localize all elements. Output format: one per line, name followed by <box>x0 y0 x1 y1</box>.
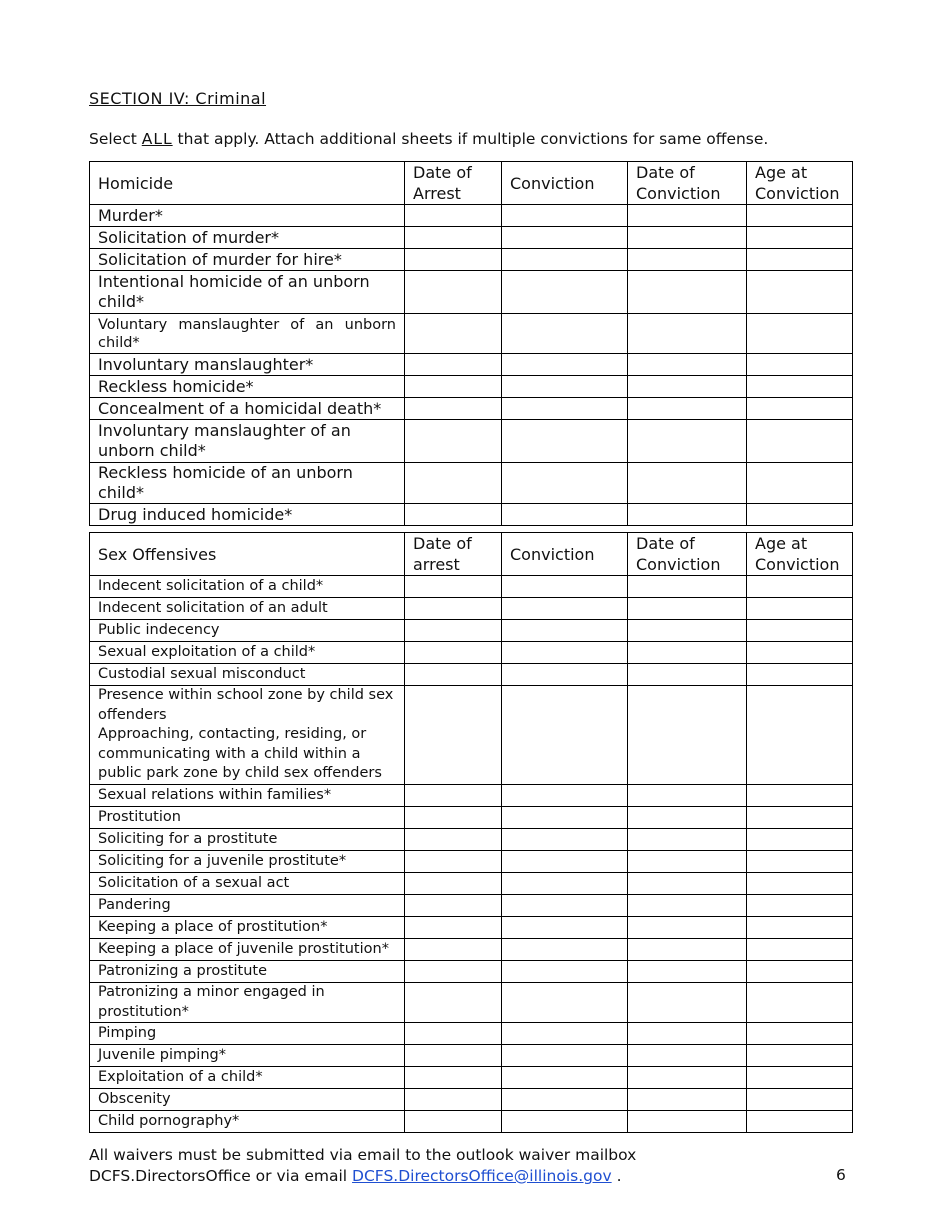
date-of-conviction-cell[interactable] <box>628 939 747 961</box>
age-at-conviction-cell[interactable] <box>747 686 853 785</box>
date-of-conviction-cell[interactable] <box>628 895 747 917</box>
offense-row <box>90 829 853 851</box>
offense-row <box>90 620 853 642</box>
offense-row <box>90 249 853 271</box>
date-of-conviction-cell[interactable] <box>628 271 747 314</box>
header-date-of-arrest: Date of Arrest <box>405 162 502 205</box>
conviction-cell[interactable] <box>502 620 628 642</box>
offense-row <box>90 227 853 249</box>
date-of-arrest-cell[interactable] <box>405 851 502 873</box>
footer-line1: All waivers must be submitted via email to the outlook waiver mailbox <box>89 1146 637 1164</box>
age-at-conviction-cell[interactable] <box>747 851 853 873</box>
date-of-arrest-cell[interactable] <box>405 1067 502 1089</box>
offense-label: Obscenity <box>90 1089 405 1111</box>
date-of-conviction-cell[interactable] <box>628 873 747 895</box>
offense-row <box>90 354 853 376</box>
date-of-arrest-cell[interactable] <box>405 961 502 983</box>
age-at-conviction-cell[interactable] <box>747 620 853 642</box>
offense-label: Child pornography* <box>90 1111 405 1133</box>
date-of-conviction-cell[interactable] <box>628 1067 747 1089</box>
offense-label: Patronizing a minor engaged in prostitution* <box>90 983 405 1023</box>
conviction-cell[interactable] <box>502 314 628 354</box>
age-at-conviction-cell[interactable] <box>747 504 853 526</box>
offense-row <box>90 917 853 939</box>
age-at-conviction-cell[interactable] <box>747 1089 853 1111</box>
date-of-conviction-cell[interactable] <box>628 463 747 504</box>
offense-label: Patronizing a prostitute <box>90 961 405 983</box>
homicide-table <box>89 161 853 526</box>
age-at-conviction-cell[interactable] <box>747 961 853 983</box>
date-of-arrest-cell[interactable] <box>405 463 502 504</box>
conviction-cell[interactable] <box>502 1111 628 1133</box>
offense-row <box>90 1045 853 1067</box>
age-at-conviction-cell[interactable] <box>747 314 853 354</box>
offense-label: Custodial sexual misconduct <box>90 664 405 686</box>
offense-label: Sexual exploitation of a child* <box>90 642 405 664</box>
offense-row <box>90 664 853 686</box>
age-at-conviction-cell[interactable] <box>747 917 853 939</box>
offense-label: Drug induced homicide* <box>90 504 405 526</box>
offense-row <box>90 1089 853 1111</box>
offense-label: Presence within school zone by child sex offenders Approaching, contacting, residing, or communicating with a child within a public park zone by child sex offenders <box>90 686 405 785</box>
offense-label: Solicitation of a sexual act <box>90 873 405 895</box>
date-of-arrest-cell[interactable] <box>405 205 502 227</box>
offense-row <box>90 376 853 398</box>
date-of-arrest-cell[interactable] <box>405 504 502 526</box>
sex-offenses-table <box>89 532 853 1133</box>
offense-row <box>90 463 853 504</box>
date-of-arrest-cell[interactable] <box>405 873 502 895</box>
header-category: Sex Offensives <box>90 533 405 576</box>
age-at-conviction-cell[interactable] <box>747 576 853 598</box>
email-link[interactable]: DCFS.DirectorsOffice@illinois.gov <box>352 1167 612 1185</box>
date-of-conviction-cell[interactable] <box>628 227 747 249</box>
date-of-conviction-cell[interactable] <box>628 205 747 227</box>
offense-row <box>90 205 853 227</box>
offense-label: Concealment of a homicidal death* <box>90 398 405 420</box>
date-of-conviction-cell[interactable] <box>628 829 747 851</box>
age-at-conviction-cell[interactable] <box>747 873 853 895</box>
conviction-cell[interactable] <box>502 576 628 598</box>
age-at-conviction-cell[interactable] <box>747 664 853 686</box>
offense-label: Solicitation of murder for hire* <box>90 249 405 271</box>
date-of-arrest-cell[interactable] <box>405 398 502 420</box>
date-of-arrest-cell[interactable] <box>405 1111 502 1133</box>
sex-header-row <box>90 533 853 576</box>
age-at-conviction-cell[interactable] <box>747 249 853 271</box>
conviction-cell[interactable] <box>502 785 628 807</box>
offense-row <box>90 961 853 983</box>
offense-label: Intentional homicide of an unborn child* <box>90 271 405 314</box>
offense-row <box>90 895 853 917</box>
footer-line2-prefix: DCFS.DirectorsOffice or via email <box>89 1167 353 1185</box>
footer-line2 <box>89 1166 636 1187</box>
date-of-arrest-cell[interactable] <box>405 939 502 961</box>
offense-row <box>90 983 853 1023</box>
conviction-cell[interactable] <box>502 686 628 785</box>
date-of-conviction-cell[interactable] <box>628 1111 747 1133</box>
conviction-cell[interactable] <box>502 642 628 664</box>
date-of-conviction-cell[interactable] <box>628 851 747 873</box>
date-of-arrest-cell[interactable] <box>405 1089 502 1111</box>
date-of-conviction-cell[interactable] <box>628 420 747 463</box>
offense-label: Sexual relations within families* <box>90 785 405 807</box>
offense-label: Indecent solicitation of a child* <box>90 576 405 598</box>
age-at-conviction-cell[interactable] <box>747 1023 853 1045</box>
date-of-arrest-cell[interactable] <box>405 664 502 686</box>
date-of-arrest-cell[interactable] <box>405 620 502 642</box>
date-of-conviction-cell[interactable] <box>628 398 747 420</box>
age-at-conviction-cell[interactable] <box>747 463 853 504</box>
date-of-conviction-cell[interactable] <box>628 576 747 598</box>
conviction-cell[interactable] <box>502 504 628 526</box>
offense-label: Soliciting for a prostitute <box>90 829 405 851</box>
offense-label: Reckless homicide* <box>90 376 405 398</box>
age-at-conviction-cell[interactable] <box>747 205 853 227</box>
date-of-conviction-cell[interactable] <box>628 598 747 620</box>
conviction-cell[interactable] <box>502 895 628 917</box>
date-of-conviction-cell[interactable] <box>628 249 747 271</box>
date-of-arrest-cell[interactable] <box>405 1045 502 1067</box>
page-number: 6 <box>836 1166 846 1184</box>
age-at-conviction-cell[interactable] <box>747 227 853 249</box>
header-date-of-conviction: Date of Conviction <box>628 533 747 576</box>
age-at-conviction-cell[interactable] <box>747 807 853 829</box>
date-of-arrest-cell[interactable] <box>405 1023 502 1045</box>
offense-label: Prostitution <box>90 807 405 829</box>
conviction-cell[interactable] <box>502 271 628 314</box>
offense-label: Public indecency <box>90 620 405 642</box>
offense-label: Voluntary manslaughter of an unborn child* <box>90 314 405 354</box>
offense-row <box>90 314 853 354</box>
date-of-conviction-cell[interactable] <box>628 354 747 376</box>
date-of-conviction-cell[interactable] <box>628 642 747 664</box>
date-of-arrest-cell[interactable] <box>405 271 502 314</box>
date-of-arrest-cell[interactable] <box>405 642 502 664</box>
date-of-conviction-cell[interactable] <box>628 1023 747 1045</box>
date-of-arrest-cell[interactable] <box>405 895 502 917</box>
offense-row <box>90 807 853 829</box>
conviction-cell[interactable] <box>502 420 628 463</box>
offense-label: Pimping <box>90 1023 405 1045</box>
age-at-conviction-cell[interactable] <box>747 829 853 851</box>
instructions-prefix: Select <box>89 130 142 148</box>
offense-row <box>90 873 853 895</box>
header-date-of-arrest: Date of arrest <box>405 533 502 576</box>
date-of-arrest-cell[interactable] <box>405 354 502 376</box>
offense-row <box>90 686 853 785</box>
date-of-arrest-cell[interactable] <box>405 576 502 598</box>
conviction-cell[interactable] <box>502 398 628 420</box>
date-of-conviction-cell[interactable] <box>628 983 747 1023</box>
date-of-arrest-cell[interactable] <box>405 314 502 354</box>
offense-label: Exploitation of a child* <box>90 1067 405 1089</box>
age-at-conviction-cell[interactable] <box>747 398 853 420</box>
conviction-cell[interactable] <box>502 1023 628 1045</box>
age-at-conviction-cell[interactable] <box>747 642 853 664</box>
conviction-cell[interactable] <box>502 961 628 983</box>
conviction-cell[interactable] <box>502 917 628 939</box>
date-of-arrest-cell[interactable] <box>405 420 502 463</box>
offense-label: Pandering <box>90 895 405 917</box>
footer-line2-suffix: . <box>611 1167 622 1185</box>
offense-row <box>90 851 853 873</box>
conviction-cell[interactable] <box>502 463 628 504</box>
date-of-arrest-cell[interactable] <box>405 227 502 249</box>
header-date-of-conviction: Date of Conviction <box>628 162 747 205</box>
age-at-conviction-cell[interactable] <box>747 354 853 376</box>
date-of-arrest-cell[interactable] <box>405 598 502 620</box>
date-of-conviction-cell[interactable] <box>628 314 747 354</box>
instructions-suffix: that apply. Attach additional sheets if multiple convictions for same offense. <box>172 130 769 148</box>
header-age-at-conviction: Age at Conviction <box>747 162 853 205</box>
conviction-cell[interactable] <box>502 376 628 398</box>
section-title: SECTION IV: Criminal <box>89 89 267 108</box>
conviction-cell[interactable] <box>502 873 628 895</box>
date-of-arrest-cell[interactable] <box>405 807 502 829</box>
header-age-at-conviction: Age at Conviction <box>747 533 853 576</box>
offense-row <box>90 271 853 314</box>
conviction-cell[interactable] <box>502 598 628 620</box>
conviction-cell[interactable] <box>502 807 628 829</box>
date-of-arrest-cell[interactable] <box>405 376 502 398</box>
date-of-arrest-cell[interactable] <box>405 983 502 1023</box>
conviction-cell[interactable] <box>502 205 628 227</box>
conviction-cell[interactable] <box>502 851 628 873</box>
age-at-conviction-cell[interactable] <box>747 983 853 1023</box>
instructions <box>89 130 768 148</box>
age-at-conviction-cell[interactable] <box>747 895 853 917</box>
offense-label: Solicitation of murder* <box>90 227 405 249</box>
offense-label: Keeping a place of juvenile prostitution* <box>90 939 405 961</box>
age-at-conviction-cell[interactable] <box>747 939 853 961</box>
date-of-conviction-cell[interactable] <box>628 1089 747 1111</box>
age-at-conviction-cell[interactable] <box>747 1067 853 1089</box>
conviction-cell[interactable] <box>502 249 628 271</box>
offense-label: Indecent solicitation of an adult <box>90 598 405 620</box>
conviction-cell[interactable] <box>502 939 628 961</box>
conviction-cell[interactable] <box>502 1089 628 1111</box>
offense-row <box>90 504 853 526</box>
age-at-conviction-cell[interactable] <box>747 598 853 620</box>
date-of-conviction-cell[interactable] <box>628 504 747 526</box>
offense-label: Soliciting for a juvenile prostitute* <box>90 851 405 873</box>
age-at-conviction-cell[interactable] <box>747 785 853 807</box>
offense-row <box>90 576 853 598</box>
offense-row <box>90 1111 853 1133</box>
date-of-conviction-cell[interactable] <box>628 807 747 829</box>
footer <box>89 1145 636 1187</box>
date-of-arrest-cell[interactable] <box>405 249 502 271</box>
offense-label: Juvenile pimping* <box>90 1045 405 1067</box>
offense-row <box>90 939 853 961</box>
date-of-conviction-cell[interactable] <box>628 917 747 939</box>
conviction-cell[interactable] <box>502 664 628 686</box>
date-of-conviction-cell[interactable] <box>628 686 747 785</box>
age-at-conviction-cell[interactable] <box>747 376 853 398</box>
offense-label: Reckless homicide of an unborn child* <box>90 463 405 504</box>
conviction-cell[interactable] <box>502 1067 628 1089</box>
offense-row <box>90 598 853 620</box>
offense-row <box>90 642 853 664</box>
age-at-conviction-cell[interactable] <box>747 1111 853 1133</box>
header-conviction: Conviction <box>502 162 628 205</box>
offense-row <box>90 420 853 463</box>
date-of-conviction-cell[interactable] <box>628 961 747 983</box>
date-of-arrest-cell[interactable] <box>405 917 502 939</box>
offense-row <box>90 398 853 420</box>
header-conviction: Conviction <box>502 533 628 576</box>
date-of-arrest-cell[interactable] <box>405 785 502 807</box>
conviction-cell[interactable] <box>502 354 628 376</box>
offense-row <box>90 785 853 807</box>
instructions-emphasis: ALL <box>141 130 173 148</box>
conviction-cell[interactable] <box>502 829 628 851</box>
offense-label: Murder* <box>90 205 405 227</box>
offense-label: Involuntary manslaughter of an unborn child* <box>90 420 405 463</box>
date-of-conviction-cell[interactable] <box>628 620 747 642</box>
date-of-conviction-cell[interactable] <box>628 376 747 398</box>
offense-label: Involuntary manslaughter* <box>90 354 405 376</box>
age-at-conviction-cell[interactable] <box>747 1045 853 1067</box>
date-of-conviction-cell[interactable] <box>628 664 747 686</box>
offense-row <box>90 1023 853 1045</box>
date-of-arrest-cell[interactable] <box>405 686 502 785</box>
conviction-cell[interactable] <box>502 1045 628 1067</box>
offense-row <box>90 1067 853 1089</box>
homicide-header-row <box>90 162 853 205</box>
age-at-conviction-cell[interactable] <box>747 271 853 314</box>
age-at-conviction-cell[interactable] <box>747 420 853 463</box>
conviction-cell[interactable] <box>502 983 628 1023</box>
offense-label: Keeping a place of prostitution* <box>90 917 405 939</box>
date-of-conviction-cell[interactable] <box>628 785 747 807</box>
date-of-arrest-cell[interactable] <box>405 829 502 851</box>
date-of-conviction-cell[interactable] <box>628 1045 747 1067</box>
conviction-cell[interactable] <box>502 227 628 249</box>
header-category: Homicide <box>90 162 405 205</box>
